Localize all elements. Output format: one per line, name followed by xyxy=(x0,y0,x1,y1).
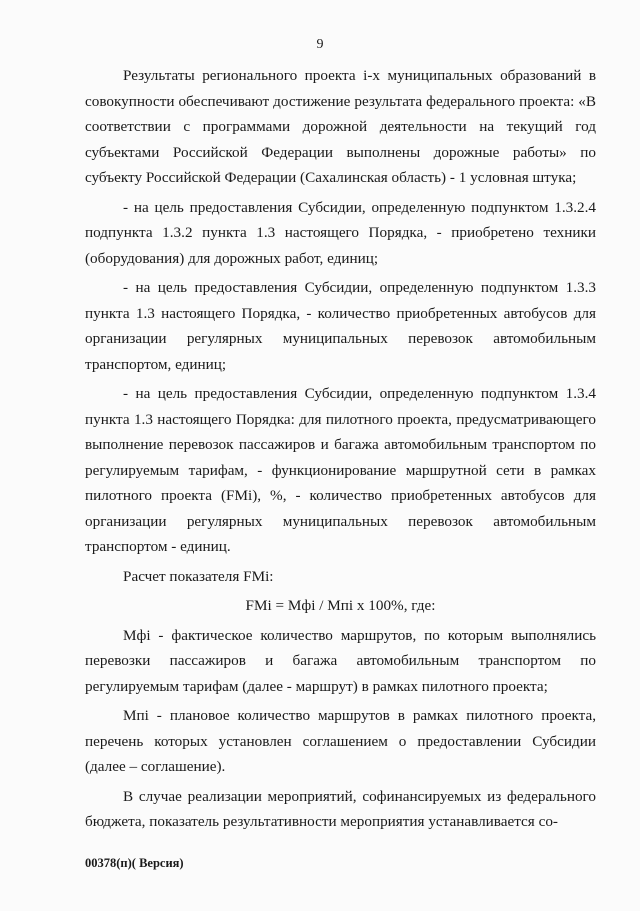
document-footer-code: 00378(п)( Версия) xyxy=(85,856,184,870)
document-body xyxy=(85,63,596,839)
paragraph-equipment: - на цель предоставления Субсидии, определенную подпунктом 1.3.2.4 подпункта 1.3.2 пункта 1.3 настоящего Порядка, - приобретено техники (оборудования) для дорожных работ, единиц; xyxy=(85,198,596,267)
formula-fmi: FMi = Mфi / Mпi x 100%, где: xyxy=(245,597,436,614)
paragraph-buses: - на цель предоставления Субсидии, определенную подпунктом 1.3.3 пункта 1.3 настоящего Порядка, - количество приобретенных автобусов для организации регулярных муниципальных перевозок автомобильным транспортом, единиц; xyxy=(85,279,596,373)
paragraph-results: Результаты регионального проекта i-х муниципальных образований в совокупности обеспечивают достижение результата федерального проекта: «В соответствии с программами дорожной деятельности на текущий год субъектами Российской Федерации выполнены дорожные работы» по субъекту Российской Федерации (Сахалинская область) - 1 условная штука; xyxy=(85,67,596,186)
paragraph-fmi-heading: Расчет показателя FMi: xyxy=(123,567,274,585)
paragraph-mpi-definition: Mпi - плановое количество маршрутов в рамках пилотного проекта, перечень которых установлен соглашением о предоставлении Субсидии (далее – соглашение). xyxy=(85,707,596,775)
paragraph-pilot-project: - на цель предоставления Субсидии, определенную подпунктом 1.3.4 пункта 1.3 настоящего Порядка: для пилотного проекта, предусматривающего выполнение перевозок пассажиров и багажа автомобильным транспортом по регулируемым тарифам, - функционирование маршрутной сети в рамках пилотного проекта (FMi), %, - количество приобретенных автобусов для организации регулярных муниципальных перевозок автомобильным транспортом - единиц. xyxy=(85,385,596,555)
page-number: 9 xyxy=(316,37,324,52)
paragraph-federal-budget: В случае реализации мероприятий, софинансируемых из федерального бюджета, показатель результативности мероприятия устанавливается со- xyxy=(85,787,596,830)
paragraph-mfi-definition: Mфi - фактическое количество маршрутов, по которым выполнялись перевозки пассажиров и багажа автомобильным транспортом по регулируемым тарифам (далее - маршрут) в рамках пилотного проекта; xyxy=(85,626,596,695)
